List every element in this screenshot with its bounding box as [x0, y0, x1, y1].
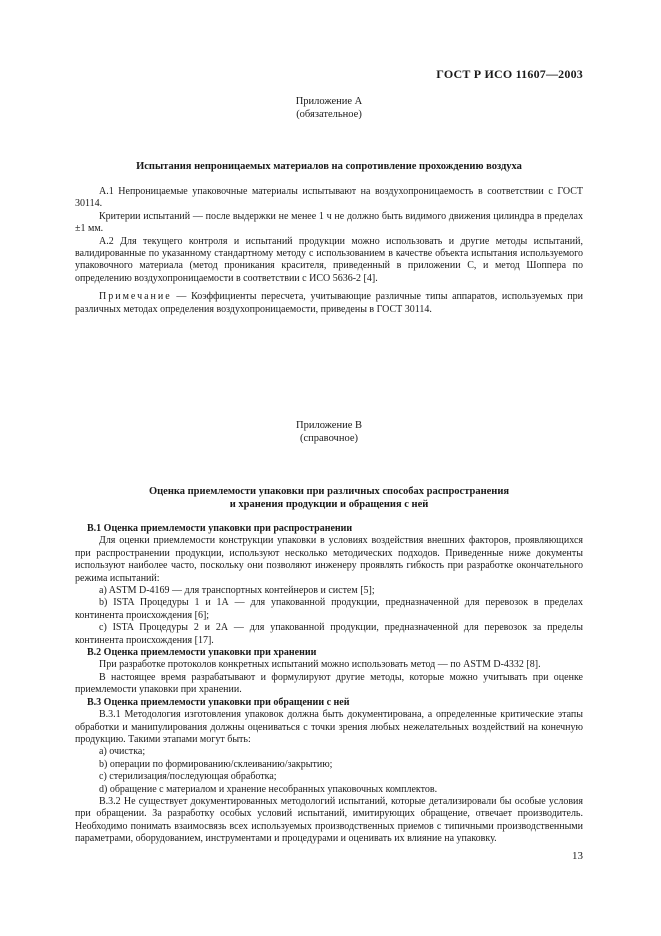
b1-item-a: a) ASTM D-4169 — для транспортных контейнеров и систем [5];	[99, 585, 375, 597]
standard-code-header: ГОСТ Р ИСО 11607—2003	[436, 67, 583, 81]
annex-a-paragraph-2: Критерии испытаний — после выдержки не менее 1 ч не должно быть видимого движения цилиндра в пределах ±1 мм.	[75, 210, 583, 235]
annex-a-heading: Испытания непроницаемых материалов на сопротивление прохождению воздуха	[136, 161, 522, 172]
annex-a-title-block	[75, 96, 583, 121]
note-label: Примечание	[99, 291, 172, 303]
b3-item-c: c) стерилизация/последующая обработка;	[99, 771, 277, 783]
annex-b-heading-line-1: Оценка приемлемости упаковки при различных способах распространения	[148, 486, 510, 497]
b2-paragraph-1: При разработке протоколов конкретных испытаний можно использовать метод — по ASTM D-4332 [8].	[99, 659, 541, 671]
annex-a-status: (обязательное)	[296, 108, 362, 120]
annex-a-paragraph-3: А.2 Для текущего контроля и испытаний продукции можно использовать и другие методы испытаний, валидированные по указанному стандартному методу с использованием в качестве объекта испытания используемого упаковочного материала (метод проникания красителя, приведенный в приложении С, и метод Шоппера по определению воздухопроницаемости в соответствии с ИСО 5636-2 [4].	[75, 235, 583, 284]
b3-item-a: a) очистка;	[99, 746, 146, 758]
b3-item-d: d) обращение с материалом и хранение несобранных упаковочных комплектов.	[99, 783, 438, 795]
b3-paragraph-2: В.3.2 Не существует документированных методологий испытаний, которые детализировали бы особые условия при обращении. За разработку особых условий испытаний, имитирующих обращение, отвечает производитель. Необходимо понимать взаимосвязь всех используемых производственных приемов с типичными производственными параметрами, оборудованием, инструментами и процедурами и оценивать их влияние на упаковку.	[75, 795, 583, 845]
note-text: — Коэффициенты пересчета, учитывающие различные типы аппаратов, используемых при различных методах определения воздухопроницаемости, приведены в ГОСТ 30114.	[75, 291, 583, 315]
annex-b-title: Приложение В	[296, 420, 362, 431]
b1-paragraph: Для оценки приемлемости конструкции упаковки в условиях воздействия внешних факторов, проявляющихся при распространении продукции, используют несколько методических подходов. Приведенные ниже документы используют наиболее часто, поскольку они позволяют инженеру проявлять гибкость при разработке окончательного режима испытаний:	[75, 535, 583, 584]
annex-b-title-block	[75, 420, 583, 445]
b2-paragraph-2: В настоящее время разрабатывают и формулируют другие методы, которые можно учитывать при оценке приемлемости упаковки при хранении.	[75, 671, 583, 696]
b3-title: В.3 Оценка приемлемости упаковки при обращении с ней	[87, 696, 350, 708]
annex-a-title: Приложение А	[295, 96, 363, 107]
b2-title: В.2 Оценка приемлемости упаковки при хранении	[87, 647, 317, 659]
annex-b-heading	[75, 485, 583, 511]
b1-item-b: b) ISTA Процедуры 1 и 1А — для упакованной продукции, предназначенной для перевозок в пределах континента происхождения [6];	[75, 597, 583, 621]
annex-b-status: (справочное)	[300, 432, 358, 444]
annex-a-paragraph-1: А.1 Непроницаемые упаковочные материалы испытывают на воздухопроницаемость в соответствии с ГОСТ 30114.	[75, 186, 583, 210]
b1-title: В.1 Оценка приемлемости упаковки при распространении	[87, 523, 353, 534]
annex-a-note	[75, 291, 583, 316]
b3-paragraph-1: В.3.1 Методология изготовления упаковок должна быть документирована, а определенные критические этапы обработки и манипулирования должны оцениваться с точки зрения любых нежелательных воздействий на конечную продукцию. Такими этапами могут быть:	[75, 709, 583, 745]
page-number: 13	[572, 850, 583, 862]
annex-b-body	[75, 523, 583, 846]
b1-item-c: c) ISTA Процедуры 2 и 2А — для упакованной продукции, предназначенной для перевозок за пределы континента происхождения [17].	[75, 622, 583, 646]
annex-b-heading-line-2: и хранения продукции и обращения с ней	[229, 499, 429, 510]
b3-item-b: b) операции по формированию/склеиванию/закрытию;	[99, 758, 333, 770]
annex-a-body	[75, 186, 583, 316]
